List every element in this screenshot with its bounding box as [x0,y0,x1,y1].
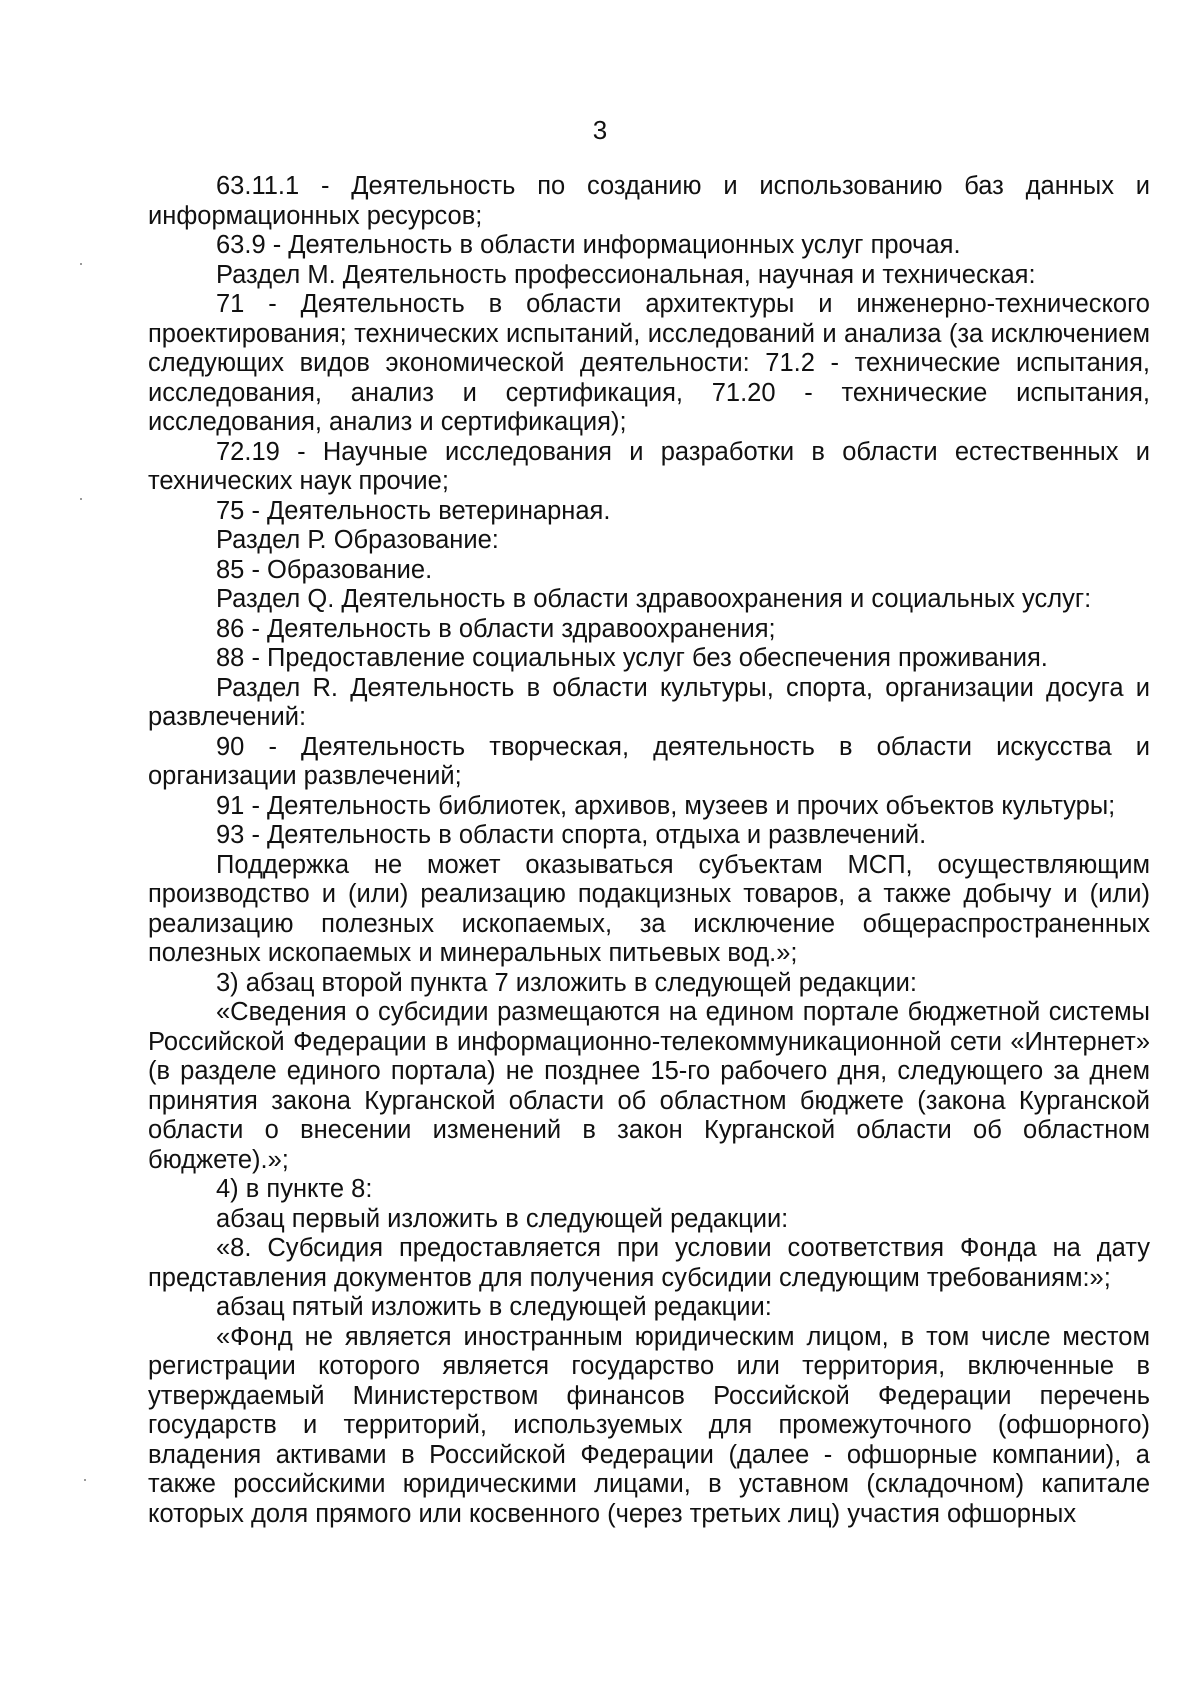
paragraph-subsidy-info: «Сведения о субсидии размещаются на едином портале бюджетной системы Российской Федерации в информационно-телекоммуникационной сети «Интернет» (в разделе единого портала) не позднее 15-го рабочего дня, следующего за днем принятия закона Курганской области об областном бюджете (закона Курганской области о внесении изменений в закон Курганской области об областном бюджете).»; [148,998,1150,1174]
paragraph-86: 86 - Деятельность в области здравоохранения; [216,614,776,643]
paragraph-72-19: 72.19 - Научные исследования и разработки в области естественных и технических наук прочие; [148,437,1150,495]
section-q-heading: Раздел Q. Деятельность в области здравоохранения и социальных услуг: [216,585,1092,613]
scan-artifact-dot [84,1479,86,1481]
paragraph-71: 71 - Деятельность в области архитектуры и инженерно-технического проектирования; технических испытаний, исследований и анализа (за исключением следующих видов экономической деятельности: 71.2 - технические испытания, исследования, анализ и сертификация, 71.20 - технические испытания, исследования, анализ и сертификация); [148,290,1150,436]
paragraph-63-9: 63.9 - Деятельность в области информационных услуг прочая. [216,231,961,259]
document-body [148,172,1150,1529]
paragraph-support-restriction: Поддержка не может оказываться субъектам МСП, осуществляющим производство и (или) реализацию подакцизных товаров, а также добычу и (или) реализацию полезных ископаемых, за исключение общераспространенных полезных ископаемых и минеральных питьевых вод.»; [148,850,1150,967]
paragraph-91: 91 - Деятельность библиотек, архивов, музеев и прочих объектов культуры; [216,791,1116,820]
paragraph-90: 90 - Деятельность творческая, деятельность в области искусства и организации развлечений; [148,732,1150,790]
section-r-heading: Раздел R. Деятельность в области культуры, спорта, организации досуга и развлечений: [148,673,1150,731]
paragraph-88: 88 - Предоставление социальных услуг без обеспечения проживания. [216,644,1048,672]
section-m-heading: Раздел М. Деятельность профессиональная, научная и техническая: [216,260,1036,289]
paragraph-subsidy-condition: «8. Субсидия предоставляется при условии соответствия Фонда на дату представления документов для получения субсидии следующим требованиям:»; [148,1234,1150,1292]
paragraph-fifth-abzac: абзац пятый изложить в следующей редакции: [216,1293,772,1321]
paragraph-foreign-entity: «Фонд не является иностранным юридическим лицом, в том числе местом регистрации которого является государство или территория, включенные в утверждаемый Министерством финансов Российской Федерации перечень государств и территорий, используемых для промежуточного (офшорного) владения активами в Российской Федерации (далее - офшорные компании), а также российскими юридическими лицами, в уставном (складочном) капитале которых доля прямого или косвенного (через третьих лиц) участия офшорных [148,1322,1150,1528]
section-p-heading: Раздел Р. Образование: [216,526,499,554]
scan-artifact-dot [80,498,82,500]
paragraph-75: 75 - Деятельность ветеринарная. [216,496,611,525]
paragraph-first-abzac: абзац первый изложить в следующей редакции: [216,1204,789,1233]
scan-artifact-dot [80,263,82,265]
paragraph-63-11-1: 63.11.1 - Деятельность по созданию и использованию баз данных и информационных ресурсов; [148,172,1150,230]
paragraph-amendment-4: 4) в пункте 8: [216,1175,373,1203]
page-number: 3 [592,115,608,145]
paragraph-amendment-3: 3) абзац второй пункта 7 изложить в следующей редакции: [216,968,917,997]
paragraph-85: 85 - Образование. [216,555,433,584]
paragraph-93: 93 - Деятельность в области спорта, отдыха и развлечений. [216,821,927,849]
